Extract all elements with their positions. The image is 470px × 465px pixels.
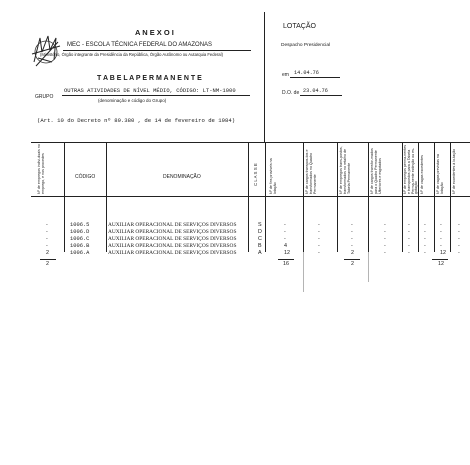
header-denominacao: DENOMINAÇÃO xyxy=(163,174,201,180)
org-line: MEC - ESCOLA TÉCNICA FEDERAL DO AMAZONAS xyxy=(67,42,213,48)
annex-title: A N E X O I xyxy=(135,28,174,37)
grupo-subtitle: (denominação e código do Grupo) xyxy=(98,98,167,103)
grupo-value: OUTRAS ATIVIDADES DE NÍVEL MÉDIO, CÓDIGO: LT-NM-1000 xyxy=(64,87,236,94)
despacho-label: Despacho Presidencial xyxy=(281,43,331,48)
org-subtitle: (Ministério, Órgão integrante da Presidência da República, Órgão Autônomo ou Autarquia Federal) xyxy=(40,52,223,57)
do-date: 23.04.76 xyxy=(303,88,328,94)
header-col-vagas-exc: Nº de vagas excedentes xyxy=(420,155,424,194)
header-col-excedentes: Nº de excedentes à lo-tação xyxy=(452,148,456,194)
header-col-empregos-trans: Nº de empregos trans-postos, transformados no retalho de Tabela Permanente xyxy=(339,146,351,194)
header-col-vagas-prev: Nº de vagas previstas na lotação xyxy=(436,154,444,194)
em-label: em xyxy=(282,72,289,78)
do-label: D.O. de xyxy=(282,90,300,96)
decree-reference: (Art. 10 do Decreto nº 89.380 , de 14 de fevereiro de 1984) xyxy=(37,117,236,124)
despacho-date: 14.04.76 xyxy=(294,70,319,76)
grupo-label: GRUPO xyxy=(35,94,54,100)
header-classe: C L A S S E xyxy=(253,163,258,186)
header-col-empregos-perm: Nº de empregos perma-nentes e transpostos para a Tabela Perma-nente extinção ou es-gotação xyxy=(403,144,419,194)
lotacao-title: LOTAÇÃO xyxy=(283,23,316,30)
header-col-cargos: Nº de cargos transpos-tos e transformados no Quadro Permanente xyxy=(305,149,317,194)
header-col-cargos-transf: Nº de cargos transfor-mados para o Quadro Permanente Ulteriores e esgotados xyxy=(370,148,382,194)
header-col-lotacao: Nº de fins proviseis na lotação xyxy=(269,158,277,194)
table-title: T A B E L A P E R M A N E N T E xyxy=(97,75,202,82)
header-codigo: CÓDIGO xyxy=(75,174,96,180)
header-col-empregos: Nº de empregos indivi-duais no emprego, e nos procedes xyxy=(37,144,45,194)
